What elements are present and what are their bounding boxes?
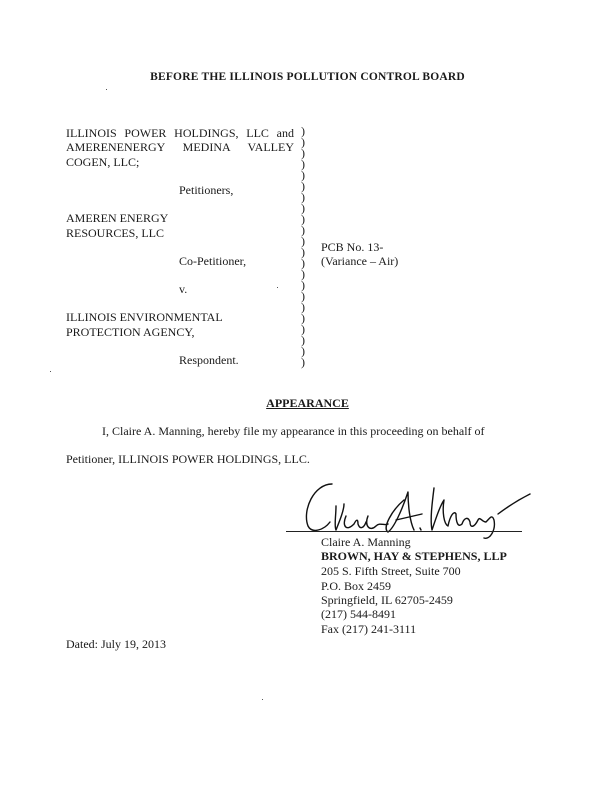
co-petitioner-label: Co-Petitioner, — [179, 254, 247, 268]
petitioners-label: Petitioners, — [179, 183, 234, 197]
phone-number: (217) 544-8491 — [321, 607, 396, 621]
co-petitioner-line-2: RESOURCES, LLC — [66, 226, 165, 240]
co-petitioner-line-1: AMEREN ENERGY — [66, 211, 169, 225]
petitioner-line-1: ILLINOIS POWER HOLDINGS, LLC and — [66, 126, 294, 140]
caption-paren: ) — [301, 267, 305, 281]
caption-paren: ) — [301, 278, 305, 292]
handwritten-signature — [284, 470, 534, 540]
caption-paren: ) — [301, 146, 305, 160]
caption-paren: ) — [301, 289, 305, 303]
signature-line — [286, 531, 522, 532]
scan-speck — [106, 89, 107, 90]
respondent-line-2: PROTECTION AGENCY, — [66, 325, 195, 339]
city-state-zip: Springfield, IL 62705-2459 — [321, 593, 453, 607]
petitioner-line-3: COGEN, LLC; — [66, 155, 140, 169]
caption-paren: ) — [301, 201, 305, 215]
caption-paren: ) — [301, 190, 305, 204]
scan-speck — [277, 287, 278, 288]
caption-paren: ) — [301, 212, 305, 226]
caption-paren: ) — [301, 322, 305, 336]
scan-speck — [50, 371, 51, 372]
case-number: PCB No. 13- — [321, 240, 384, 254]
caption-paren: ) — [301, 124, 305, 138]
caption-paren: ) — [301, 344, 305, 358]
caption-paren: ) — [301, 179, 305, 193]
caption-paren: ) — [301, 333, 305, 347]
caption-paren: ) — [301, 256, 305, 270]
caption-paren: ) — [301, 234, 305, 248]
case-type: (Variance – Air) — [321, 254, 399, 268]
caption-paren: ) — [301, 355, 305, 369]
caption-paren: ) — [301, 168, 305, 182]
dated-line: Dated: July 19, 2013 — [66, 637, 166, 651]
caption-paren: ) — [301, 300, 305, 314]
page-title: BEFORE THE ILLINOIS POLLUTION CONTROL BOARD — [150, 71, 465, 83]
respondent-line-1: ILLINOIS ENVIRONMENTAL — [66, 310, 223, 324]
caption-paren: ) — [301, 245, 305, 259]
caption-paren: ) — [301, 135, 305, 149]
caption-paren: ) — [301, 157, 305, 171]
fax-number: Fax (217) 241-3111 — [321, 622, 417, 636]
appearance-paragraph-line-2: Petitioner, ILLINOIS POWER HOLDINGS, LLC. — [66, 452, 310, 466]
handwritten-signature-text: Claire A. Manning — [284, 470, 292, 471]
petitioner-line-2: AMERENENERGY MEDINA VALLEY — [66, 140, 294, 154]
caption-paren-column — [301, 126, 311, 368]
caption-paren: ) — [301, 311, 305, 325]
signer-name: Claire A. Manning — [321, 535, 411, 549]
respondent-label: Respondent. — [179, 353, 239, 367]
scan-speck — [262, 699, 263, 700]
address-line-1: 205 S. Fifth Street, Suite 700 — [321, 564, 461, 578]
po-box: P.O. Box 2459 — [321, 579, 392, 593]
law-firm-name: BROWN, HAY & STEPHENS, LLP — [321, 549, 507, 563]
appearance-heading: APPEARANCE — [266, 396, 349, 410]
versus-label: v. — [179, 282, 188, 296]
caption-paren: ) — [301, 223, 305, 237]
appearance-paragraph-line-1: I, Claire A. Manning, hereby file my appearance in this proceeding on behalf of — [102, 424, 485, 438]
